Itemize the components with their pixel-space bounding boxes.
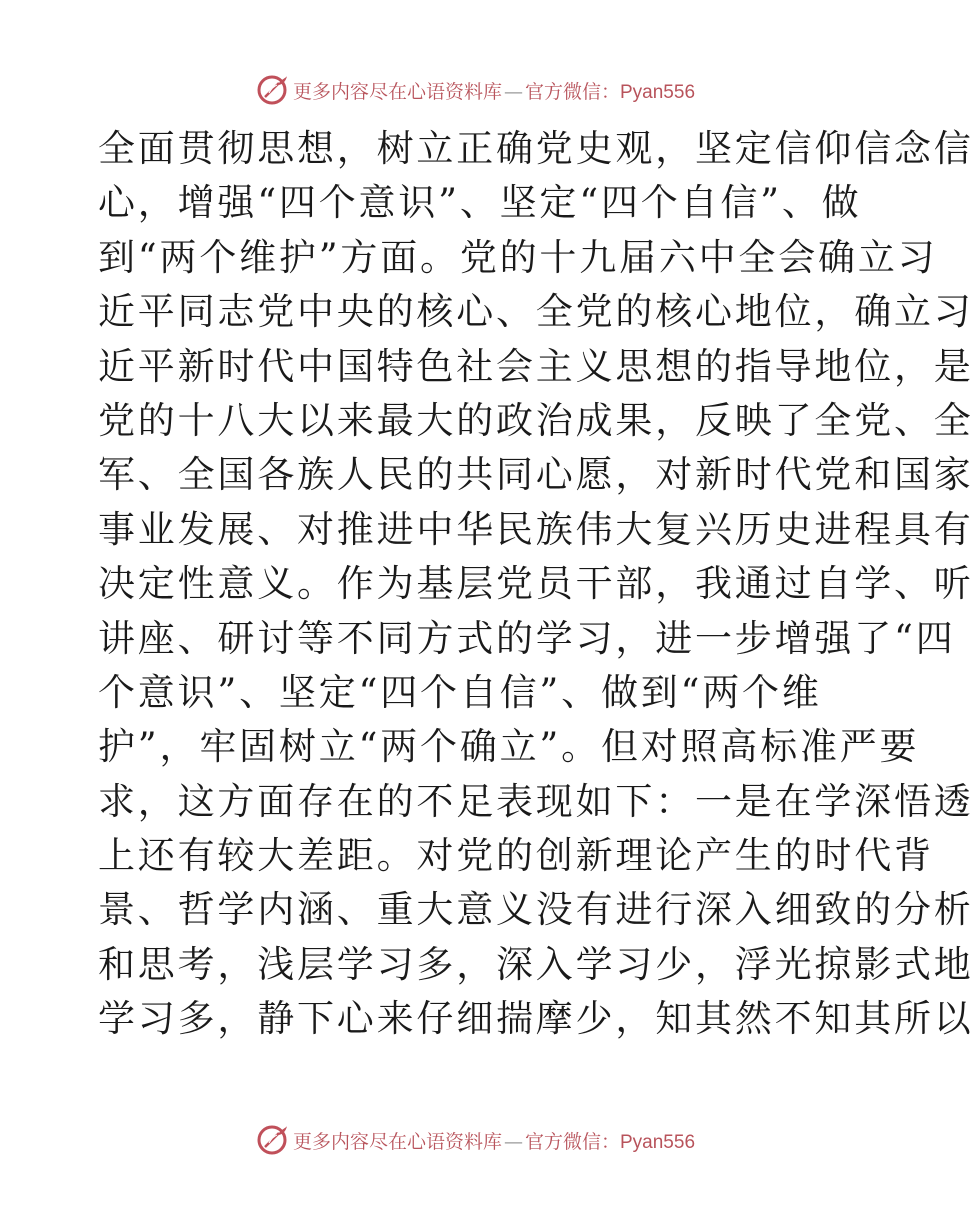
watermark-dash: — [503, 80, 523, 103]
quill-logo-icon [255, 1123, 289, 1157]
body-line: 和思考，浅层学习多，深入学习少，浮光掠影式地 [98, 942, 974, 986]
watermark-site: 更多内容尽在心语资料库 [292, 1130, 502, 1153]
body-line: 心，增强“四个意识”、坚定“四个自信”、做 [98, 181, 862, 225]
body-line: 全面贯彻思想，树立正确党史观，坚定信仰信念信 [98, 127, 974, 170]
watermark-wechat-label: 官方微信： [524, 1130, 620, 1153]
body-line: 党的十八大以来最大的政治成果，反映了全党、全 [98, 398, 974, 442]
watermark-wechat-id: Pyan556 [620, 81, 696, 103]
watermark-text [293, 1127, 695, 1154]
body-line: 护”，牢固树立“两个确立”。但对照高标准严要 [98, 725, 920, 769]
watermark-dash: — [503, 1130, 523, 1153]
body-line: 求，这方面存在的不足表现如下：一是在学深悟透 [98, 779, 974, 823]
body-line: 近平同志党中央的核心、全党的核心地位，确立习 [98, 290, 974, 334]
watermark-text [293, 77, 695, 104]
footer-watermark [0, 1122, 950, 1158]
body-line: 讲座、研讨等不同方式的学习，进一步增强了“四 [98, 616, 956, 660]
watermark-wechat-id: Pyan556 [620, 1131, 696, 1153]
body-line: 近平新时代中国特色社会主义思想的指导地位，是 [98, 344, 974, 388]
body-line: 军、全国各族人民的共同心愿，对新时代党和国家 [98, 453, 974, 497]
body-line: 景、哲学内涵、重大意义没有进行深入细致的分析 [98, 888, 974, 932]
body-line: 学习多，静下心来仔细揣摩少，知其然不知其所以 [98, 997, 974, 1041]
body-line: 决定性意义。作为基层党员干部，我通过自学、听 [98, 562, 974, 606]
body-line: 上还有较大差距。对党的创新理论产生的时代背 [98, 834, 934, 878]
body-line: 到“两个维护”方面。党的十九届六中全会确立习 [98, 235, 938, 279]
quill-logo-icon [255, 73, 289, 107]
header-watermark [0, 72, 950, 108]
body-line: 个意识”、坚定“四个自信”、做到“两个维 [98, 670, 822, 714]
document-body [98, 122, 974, 1047]
watermark-wechat-label: 官方微信： [524, 80, 620, 103]
body-line: 事业发展、对推进中华民族伟大复兴历史进程具有 [98, 507, 974, 551]
watermark-site: 更多内容尽在心语资料库 [292, 80, 502, 103]
